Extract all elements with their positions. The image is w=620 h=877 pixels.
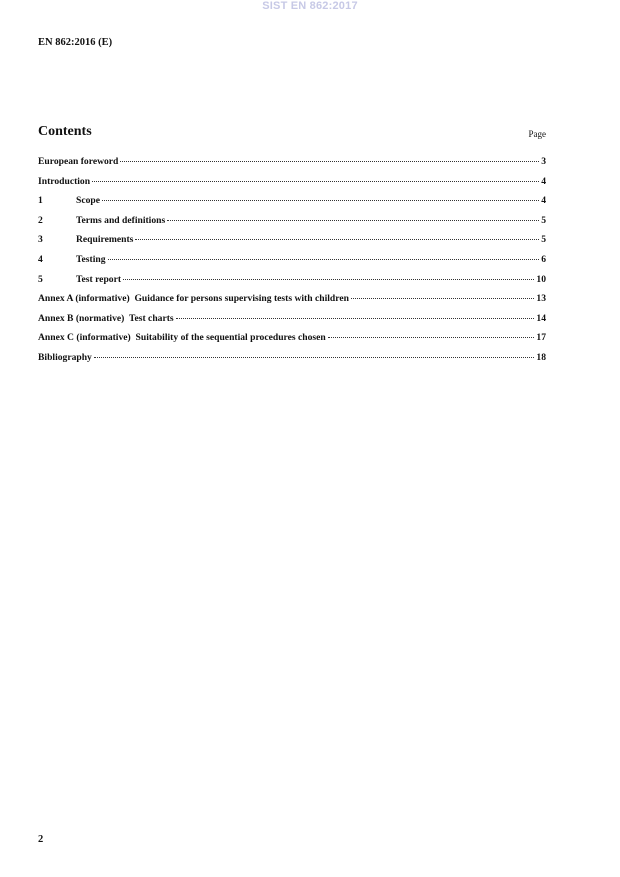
toc-entry-title: Annex A (informative) Guidance for persons supervising tests with children bbox=[38, 293, 349, 305]
toc-entry-terms-and-definitions[interactable] bbox=[38, 215, 546, 235]
toc-entry-test-report[interactable] bbox=[38, 274, 546, 294]
toc-entry-testing[interactable] bbox=[38, 254, 546, 274]
watermark: SIST EN 862:2017 bbox=[262, 0, 358, 12]
toc-leader-dots bbox=[351, 298, 534, 299]
toc-entry-title: Introduction bbox=[38, 175, 91, 187]
page-column-label: Page bbox=[528, 129, 546, 139]
toc-entry-page: 14 bbox=[536, 312, 546, 324]
toc-entry-page: 13 bbox=[536, 293, 546, 305]
toc-entry-title: Annex C (informative) Suitability of the sequential procedures chosen bbox=[38, 332, 326, 344]
toc-entry-page: 17 bbox=[536, 332, 546, 344]
toc-entry-title: Requirements bbox=[76, 234, 134, 246]
toc-entry-title: Annex B (normative) Test charts bbox=[38, 312, 174, 324]
toc-entry-number: 1 bbox=[38, 195, 43, 207]
toc-leader-dots bbox=[135, 239, 539, 240]
toc-leader-dots bbox=[176, 318, 535, 319]
toc-leader-dots bbox=[123, 279, 534, 280]
toc-entry-european-foreword[interactable] bbox=[38, 156, 546, 176]
toc-entry-number: 5 bbox=[38, 273, 43, 285]
toc-leader-dots bbox=[102, 200, 539, 201]
toc-entry-page: 6 bbox=[541, 253, 546, 265]
toc-leader-dots bbox=[108, 259, 540, 260]
toc-leader-dots bbox=[328, 337, 535, 338]
toc-entry-title: Terms and definitions bbox=[76, 214, 166, 226]
toc-leader-dots bbox=[120, 161, 539, 162]
toc-entry-title: Scope bbox=[76, 195, 100, 207]
toc-entry-number: 3 bbox=[38, 234, 43, 246]
toc-entry-number: 2 bbox=[38, 214, 43, 226]
toc-entry-page: 18 bbox=[536, 351, 546, 363]
toc-entry-page: 10 bbox=[536, 273, 546, 285]
toc-entry-page: 3 bbox=[541, 156, 546, 167]
toc-entry-page: 4 bbox=[541, 175, 546, 187]
toc-entry-requirements[interactable] bbox=[38, 234, 546, 254]
document-id: EN 862:2016 (E) bbox=[38, 37, 113, 48]
page-number: 2 bbox=[38, 834, 44, 845]
toc-entry-title: European foreword bbox=[38, 156, 119, 167]
toc-entry-page: 5 bbox=[541, 234, 546, 246]
toc-leader-dots bbox=[167, 220, 539, 221]
toc-entry-annex-b[interactable] bbox=[38, 313, 546, 333]
toc-entry-page: 5 bbox=[541, 214, 546, 226]
toc-leader-dots bbox=[92, 181, 539, 182]
table-of-contents bbox=[38, 156, 546, 372]
toc-entry-annex-c[interactable] bbox=[38, 332, 546, 352]
toc-entry-annex-a[interactable] bbox=[38, 293, 546, 313]
toc-entry-title: Test report bbox=[76, 273, 122, 285]
toc-entry-title: Bibliography bbox=[38, 351, 92, 363]
toc-entry-bibliography[interactable] bbox=[38, 352, 546, 372]
toc-entry-title: Testing bbox=[76, 253, 106, 265]
contents-heading: Contents bbox=[38, 124, 92, 139]
toc-entry-introduction[interactable] bbox=[38, 176, 546, 196]
toc-entry-number: 4 bbox=[38, 253, 43, 265]
toc-leader-dots bbox=[94, 357, 535, 358]
toc-entry-scope[interactable] bbox=[38, 195, 546, 215]
toc-entry-page: 4 bbox=[541, 195, 546, 207]
